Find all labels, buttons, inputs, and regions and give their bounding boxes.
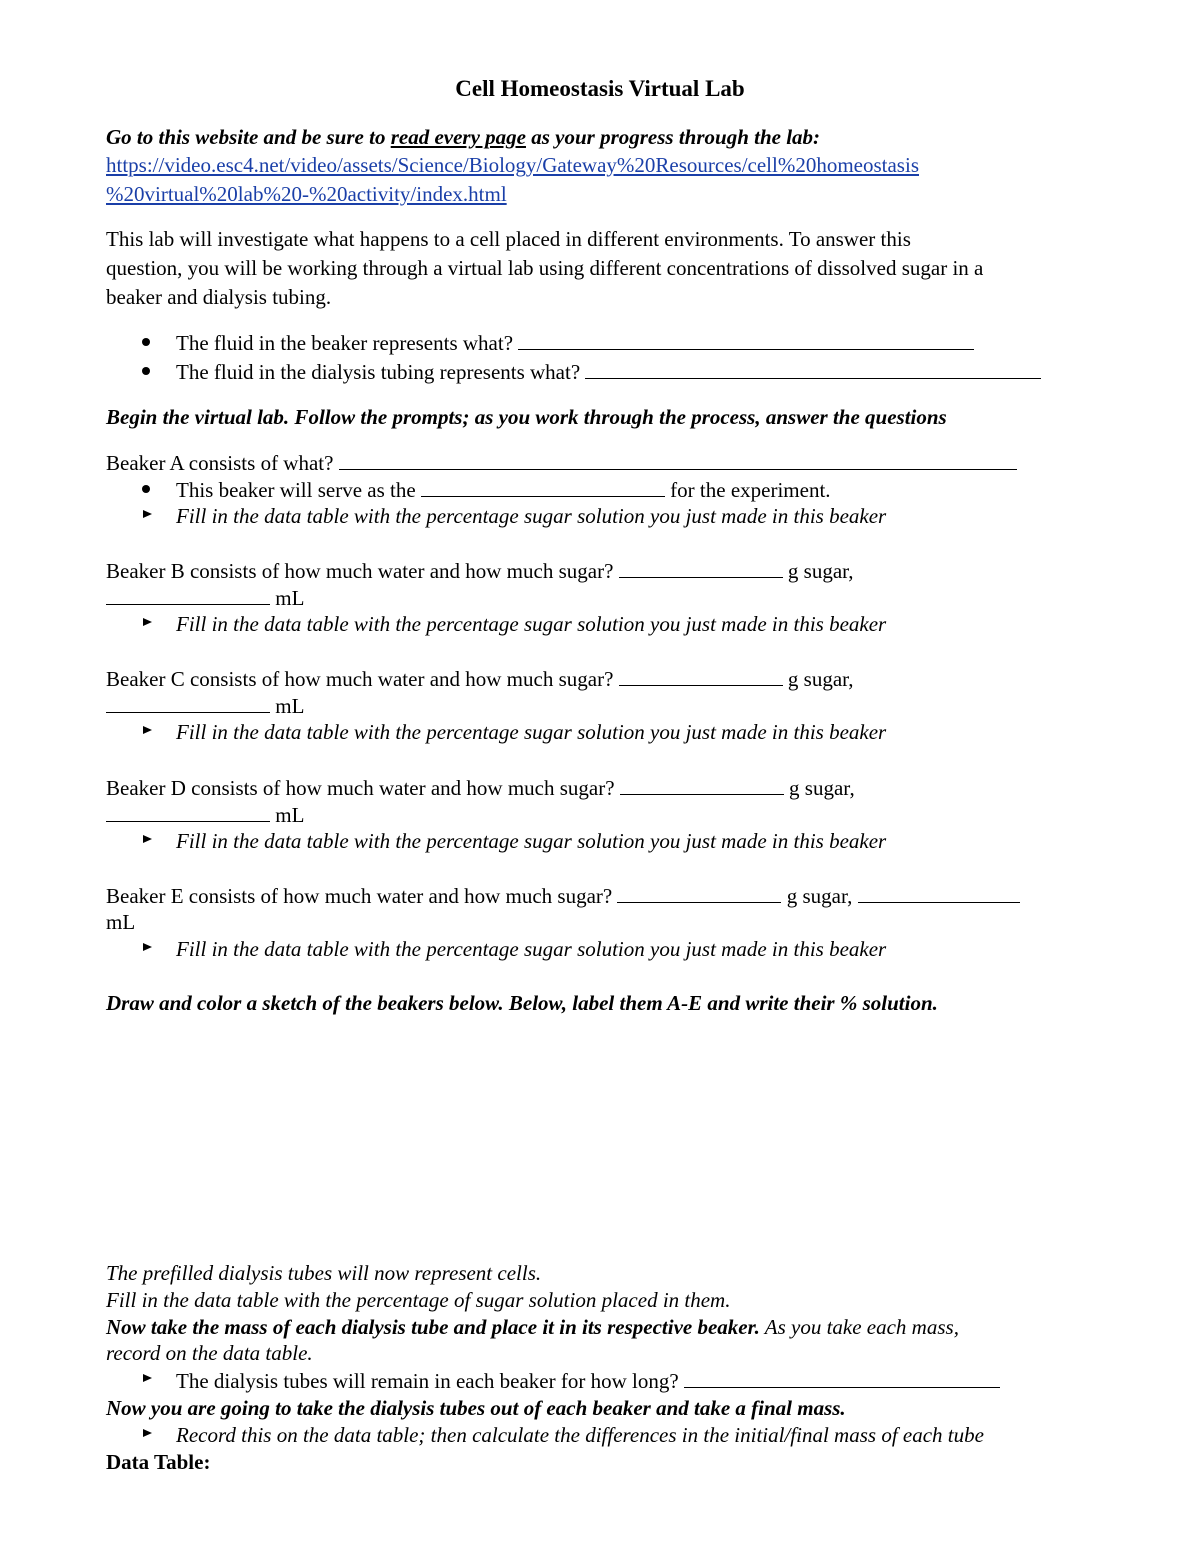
intro-pre: Go to this website and be sure to — [106, 125, 391, 149]
beaker-label: Beaker C — [106, 667, 185, 691]
beaker-question-text: consists of how much water and how much sugar? — [189, 667, 614, 691]
mass-instruction-rest: As you take each mass, — [759, 1315, 959, 1339]
fluid-beaker-label: The fluid in the beaker represents what? — [176, 331, 514, 355]
description-line: beaker and dialysis tubing. — [106, 285, 332, 309]
draw-instruction: Draw and color a sketch of the beakers below. Below, label them A-E and write their % solution. — [106, 991, 938, 1015]
begin-instruction: Begin the virtual lab. Follow the prompts; as you work through the process, answer the questions — [106, 405, 947, 429]
fluid-beaker-question — [176, 332, 974, 354]
description-line: This lab will investigate what happens to a cell placed in different environments. To answer this — [106, 227, 911, 251]
beaker-label: Beaker D — [106, 776, 186, 800]
intro-underlined: read every page — [390, 125, 526, 149]
arrow-bullet-icon — [143, 510, 152, 518]
fill-instruction: Fill in the data table with the percentage sugar solution you just made in this beaker — [176, 720, 887, 744]
control-pre: This beaker will serve as the — [176, 478, 416, 502]
answer-blank[interactable] — [684, 1370, 1000, 1388]
control-post: for the experiment. — [670, 478, 831, 502]
sugar-blank[interactable] — [619, 560, 783, 578]
ml-blank[interactable] — [106, 804, 270, 822]
closing-line2: Fill in the data table with the percentage of sugar solution placed in them. — [106, 1288, 731, 1312]
remain-question-label: The dialysis tubes will remain in each beaker for how long? — [176, 1369, 679, 1393]
bullet-icon — [142, 338, 150, 346]
answer-blank[interactable] — [421, 479, 665, 497]
ml-blank[interactable] — [106, 695, 270, 713]
fluid-tubing-question — [176, 361, 1041, 383]
unit-ml: mL — [275, 586, 305, 610]
beaker-question-text: consists of how much water and how much sugar? — [189, 559, 614, 583]
closing-line4: record on the data table. — [106, 1341, 313, 1365]
ml-blank[interactable] — [106, 587, 270, 605]
fill-instruction: Fill in the data table with the percentage sugar solution you just made in this beaker — [176, 504, 887, 528]
arrow-bullet-icon — [143, 835, 152, 843]
beaker-a-label: Beaker A consists of what? — [106, 451, 334, 475]
closing-line3 — [106, 1317, 959, 1338]
ml-blank[interactable] — [858, 885, 1020, 903]
sugar-blank[interactable] — [619, 668, 783, 686]
beaker-e-ml: mL — [106, 910, 136, 934]
arrow-bullet-icon — [143, 1429, 152, 1437]
fluid-tubing-label: The fluid in the dialysis tubing represents what? — [176, 360, 581, 384]
beaker-d-ml — [106, 804, 304, 826]
data-table-label: Data Table: — [106, 1450, 211, 1474]
arrow-bullet-icon — [143, 726, 152, 734]
beaker-a-control — [176, 479, 831, 501]
lab-url-line1[interactable]: https://video.esc4.net/video/assets/Science/Biology/Gateway%20Resources/cell%20homeostasis — [106, 153, 919, 177]
remain-question — [176, 1370, 1000, 1392]
beaker-c-ml — [106, 695, 304, 717]
fill-instruction: Fill in the data table with the percentage sugar solution you just made in this beaker — [176, 829, 887, 853]
sugar-blank[interactable] — [617, 885, 781, 903]
record-instruction: Record this on the data table; then calculate the differences in the initial/final mass of each tube — [176, 1423, 984, 1447]
beaker-label: Beaker E — [106, 884, 184, 908]
unit-sugar: g sugar, — [789, 776, 855, 800]
unit-sugar: g sugar, — [786, 884, 853, 908]
beaker-label: Beaker B — [106, 559, 185, 583]
description-line: question, you will be working through a virtual lab using different concentrations of dissolved sugar in a — [106, 256, 984, 280]
arrow-bullet-icon — [143, 618, 152, 626]
answer-blank[interactable] — [518, 332, 974, 350]
intro-post: as your progress through the lab: — [525, 125, 821, 149]
closing-line1: The prefilled dialysis tubes will now represent cells. — [106, 1261, 542, 1285]
unit-sugar: g sugar, — [787, 667, 854, 691]
beaker-b-question — [106, 560, 854, 582]
unit-ml: mL — [275, 694, 305, 718]
beaker-question-text: consists of how much water and how much sugar? — [188, 884, 613, 908]
bullet-icon — [142, 485, 150, 493]
unit-ml: mL — [275, 803, 305, 827]
arrow-bullet-icon — [143, 1374, 152, 1382]
beaker-b-ml — [106, 587, 304, 609]
fill-instruction: Fill in the data table with the percentage sugar solution you just made in this beaker — [176, 937, 887, 961]
answer-blank[interactable] — [585, 361, 1041, 379]
page-title: Cell Homeostasis Virtual Lab — [455, 76, 745, 101]
beaker-e-question — [106, 885, 1020, 907]
intro-instruction — [106, 127, 820, 148]
mass-instruction-bold: Now take the mass of each dialysis tube and place it in its respective beaker. — [106, 1315, 760, 1339]
bullet-icon — [142, 367, 150, 375]
beaker-question-text: consists of how much water and how much sugar? — [191, 776, 615, 800]
unit-sugar: g sugar, — [787, 559, 854, 583]
beaker-c-question — [106, 668, 854, 690]
beaker-a-question — [106, 452, 1017, 474]
final-mass-instruction: Now you are going to take the dialysis tubes out of each beaker and take a final mass. — [106, 1396, 846, 1420]
sugar-blank[interactable] — [620, 777, 784, 795]
answer-blank[interactable] — [339, 452, 1017, 470]
fill-instruction: Fill in the data table with the percentage sugar solution you just made in this beaker — [176, 612, 887, 636]
lab-url-line2[interactable]: %20virtual%20lab%20-%20activity/index.html — [106, 182, 507, 206]
arrow-bullet-icon — [143, 943, 152, 951]
beaker-d-question — [106, 777, 855, 799]
